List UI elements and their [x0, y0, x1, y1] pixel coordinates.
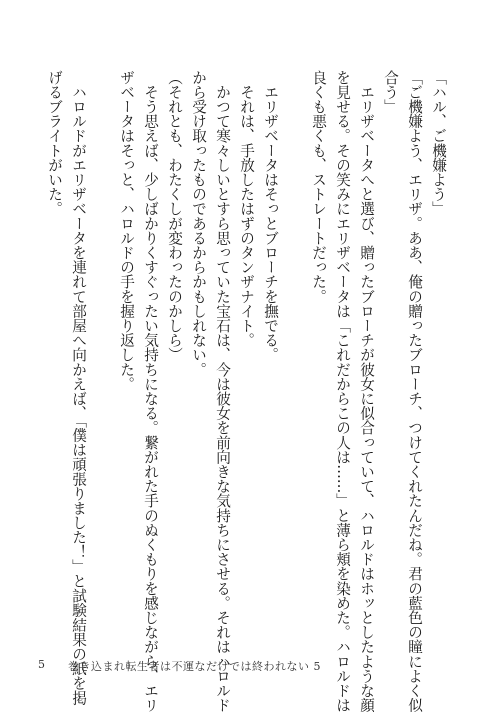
text-line: そう思えば、少しばかりくすぐったい気持ちになる。繋がれた手のぬくもりを感じながら、エリ: [142, 70, 159, 712]
page-number: 5: [38, 658, 45, 671]
text-line: げるブライトがいた。: [46, 70, 63, 216]
text-line: エリザベータへと選び、贈ったブローチが彼女に似合っていて、ハロルドはホッとしたような顔: [358, 70, 375, 712]
text-line: を見せる。その笑みにエリザベータは「これだからこの人は……」と薄ら頬を染めた。ハロルドは: [334, 70, 351, 712]
text-line: ザベータはそっと、ハロルドの手を握り返した。: [118, 70, 135, 392]
text-line: 「ご機嫌よう、エリザ。ああ、俺の贈ったブローチ、つけてくれたんだね。君の藍色の瞳によく似: [406, 70, 423, 712]
running-title: 巻き込まれ転生者は不運なだけでは終われない 5: [68, 660, 321, 673]
text-line: 良くも悪くも、ストレートだった。: [310, 70, 327, 304]
page-footer: [38, 658, 458, 676]
text-line: エリザベータはそっとブローチを撫でる。: [262, 70, 279, 362]
text-line: それは、手放したはずのタンザナイト。: [238, 70, 255, 348]
text-line: ハロルドがエリザベータを連れて部屋へ向かえば、「僕は頑張りました！」と試験結果の紙を掲: [70, 70, 87, 706]
text-line: 「ハル、ご機嫌よう」: [430, 70, 447, 216]
text-line: （それとも、わたくしが変わったのかしら）: [166, 70, 183, 362]
text-line: から受け取ったものであるからかもしれない。: [190, 70, 207, 377]
text-line: かつて寒々しいとすら思っていた宝石は、今は彼女を前向きな気持ちにさせる。それはハロルド: [214, 70, 231, 712]
text-line: 合う」: [382, 70, 399, 114]
